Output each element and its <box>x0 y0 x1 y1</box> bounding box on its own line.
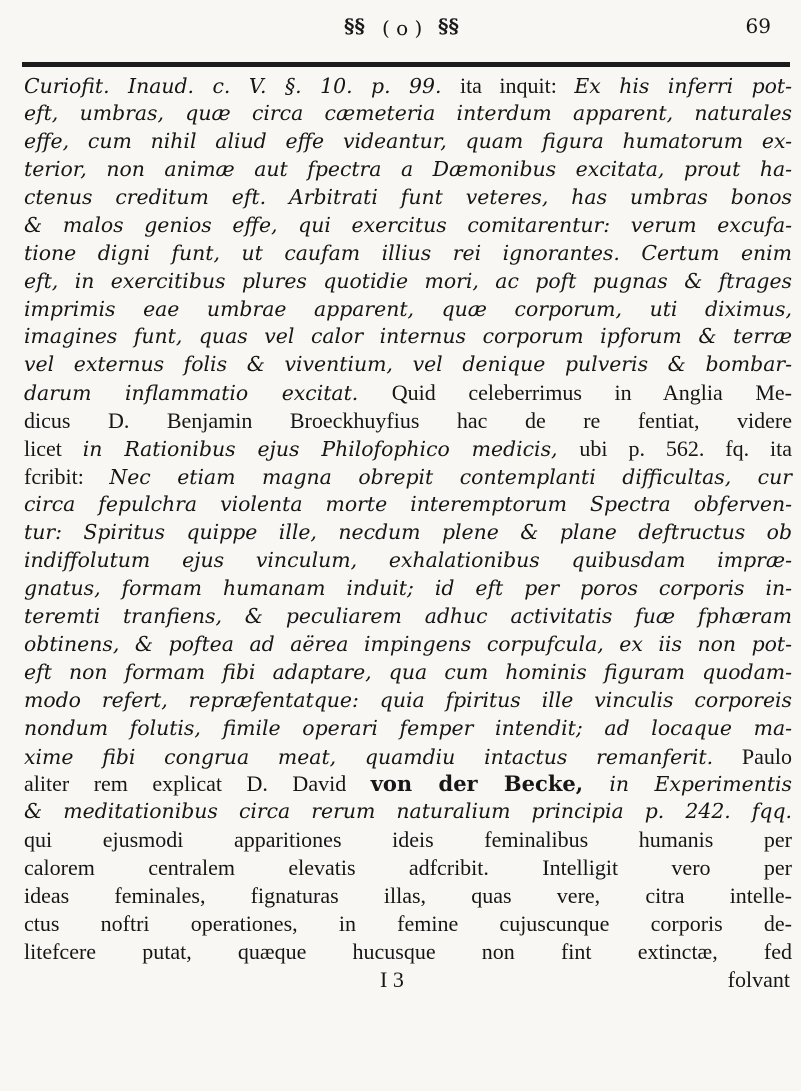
text-run: qui ejusmodi apparitiones ideis feminalibus humanis per <box>24 827 792 853</box>
text-line <box>24 882 792 910</box>
text-line <box>24 268 792 296</box>
text-run: in Rationibus ejus Philofophico medicis, <box>82 437 580 462</box>
text-line <box>24 296 792 324</box>
text-line <box>24 72 792 100</box>
text-line <box>24 463 792 491</box>
text-line <box>24 743 792 771</box>
text-run: aliter rem explicat D. David <box>24 771 371 797</box>
text-run: ctenus creditum eft. Arbitrati funt veteres, has umbras bonos <box>24 184 792 209</box>
text-line <box>24 379 792 407</box>
text-line <box>24 128 792 156</box>
text-line <box>24 156 792 184</box>
text-run: & malos genios effe, qui exercitus comitarentur: verum excufa- <box>24 212 792 237</box>
text-line <box>24 715 792 743</box>
text-run: litefcere putat, quæque hucusque non fint extinctæ, fed <box>24 939 792 965</box>
text-run: terior, non animæ aut fpectra a Dæmonibus excitata, prout ha- <box>24 156 792 181</box>
text-run: & meditationibus circa rerum naturalium principia p. 242. fqq. <box>24 799 792 824</box>
text-line <box>24 603 792 631</box>
text-line <box>24 910 792 938</box>
text-run: in Experimentis <box>609 772 793 797</box>
text-run: nondum folutis, fimile operari femper intendit; ad locaque ma- <box>24 715 792 740</box>
text-run: modo refert, repræfentatque: quia fpiritus ille vinculis corporeis <box>24 687 792 712</box>
text-run: eft, in exercitibus plures quotidie mori, ac poft pugnas & ftrages <box>24 268 792 293</box>
text-line <box>24 519 792 547</box>
text-run: dicus D. Benjamin Broeckhuyfius hac de re fentiat, videre <box>24 408 792 434</box>
text-run: von der Becke, <box>370 771 610 797</box>
text-run: ita inquit: <box>459 73 575 98</box>
text-run: circa fepulchra violenta morte interemptorum Spectra obferven- <box>24 492 792 517</box>
text-line <box>24 547 792 575</box>
body-text <box>24 72 792 994</box>
header-ornament-left: §§ <box>344 14 365 38</box>
text-run: vel externus folis & viventium, vel denique pulveris & bombar- <box>24 352 792 377</box>
text-line <box>24 491 792 519</box>
text-run: indiffolutum ejus vinculum, exhalationibus quibusdam impræ- <box>24 547 792 572</box>
text-run: teremti tranfiens, & peculiarem adhuc activitatis fuæ fphæram <box>24 603 792 628</box>
text-line <box>24 687 792 715</box>
text-line <box>24 351 792 379</box>
text-run: xime fibi congrua meat, quamdiu intactus remanferit. <box>24 744 742 769</box>
page-header <box>0 12 801 60</box>
text-line <box>24 435 792 463</box>
text-line <box>24 240 792 268</box>
header-ornament-right: §§ <box>438 14 459 38</box>
text-run: tione digni funt, ut caufam illius rei ignorantes. Certum enim <box>24 240 792 265</box>
text-line <box>24 826 792 854</box>
text-run: imprimis eae umbrae apparent, quæ corporum, uti diximus, <box>24 296 792 321</box>
text-run: calorem centralem elevatis adfcribit. Intelligit vero per <box>24 855 792 881</box>
text-line <box>24 575 792 603</box>
text-line <box>24 770 792 798</box>
text-run: Quid celeberrimus in Anglia Me- <box>391 380 792 406</box>
text-run: ubi p. 562. fq. ita <box>579 436 792 462</box>
text-run: Nec etiam magna obrepit contemplanti difficultas, cur <box>109 465 792 490</box>
text-line <box>24 323 792 351</box>
catchword: folvant <box>727 967 790 992</box>
text-run: Ex his inferri pot- <box>574 74 792 98</box>
text-run: gnatus, formam humanam induit; id eft per poros corporis in- <box>24 575 792 600</box>
text-run: licet <box>24 436 83 462</box>
text-run: eft non formam fibi adaptare, qua cum hominis figuram quodam- <box>24 659 792 684</box>
text-run: obtinens, & poftea ad aërea impingens corpufcula, ex iis non pot- <box>24 631 792 656</box>
text-line <box>24 631 792 659</box>
text-line <box>24 212 792 240</box>
header-center-mark: ( o ) <box>382 16 423 40</box>
text-run: imagines funt, quas vel calor internus corporum ipforum & terræ <box>24 324 792 349</box>
text-run: tur: Spiritus quippe ille, necdum plene & plane deftructus ob <box>24 520 792 544</box>
text-run: Paulo <box>741 743 792 769</box>
text-line <box>24 100 792 128</box>
text-run: ctus noftri operationes, in femine cujuscunque corporis de- <box>24 911 792 937</box>
text-run: Curiofit. Inaud. c. V. §. 10. p. 99. <box>24 74 460 98</box>
text-line <box>24 798 792 826</box>
text-line <box>24 659 792 687</box>
text-run: ideas feminales, fignaturas illas, quas vere, citra intelle- <box>24 883 792 909</box>
page-number: 69 <box>745 14 771 38</box>
page-footer <box>24 966 792 994</box>
text-run: fcribit: <box>24 464 110 490</box>
text-line <box>24 407 792 435</box>
text-line <box>24 854 792 882</box>
text-run: darum inflammatio excitat. <box>24 381 392 406</box>
text-line <box>24 938 792 966</box>
text-run: effe, cum nihil aliud effe videantur, quam figura humatorum ex- <box>24 128 792 153</box>
header-rule <box>22 62 790 67</box>
text-run: eft, umbras, quæ circa cæmeteria interdum apparent, naturales <box>24 100 792 125</box>
text-line <box>24 184 792 212</box>
signature-mark: I 3 <box>380 967 404 992</box>
